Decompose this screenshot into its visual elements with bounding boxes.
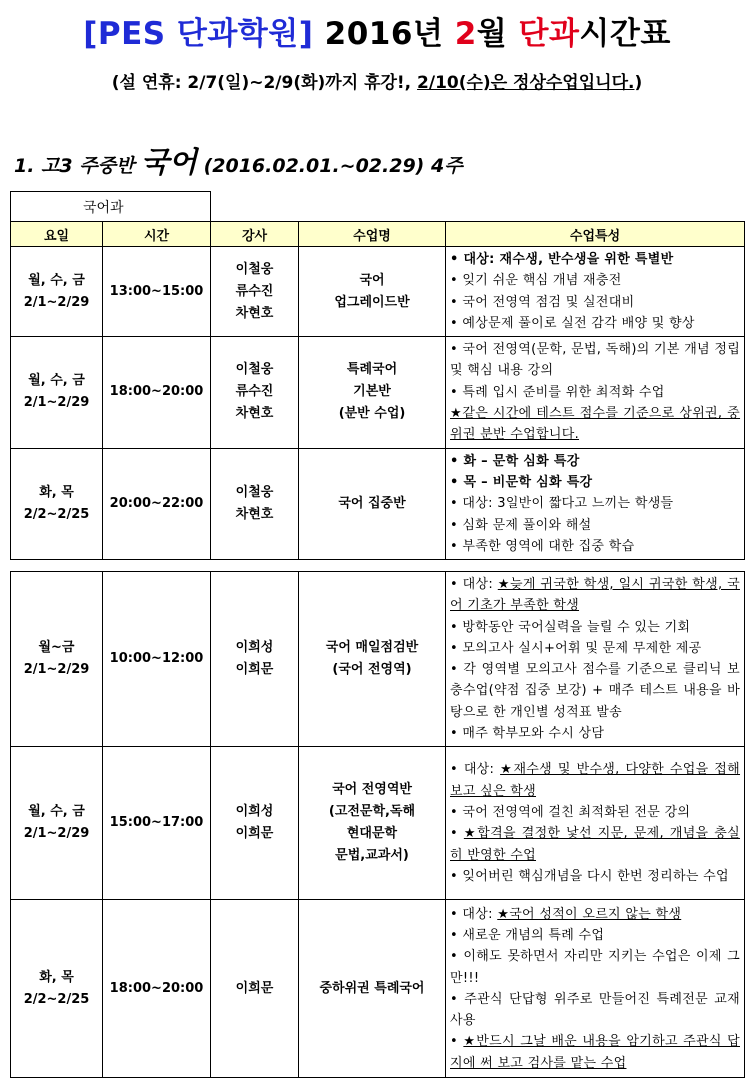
features-cell: • 대상: 재수생, 반수생을 위한 특별반 • 잊기 쉬운 핵심 개념 재충전 • 국어 전영역 점검 및 실전대비 • 예상문제 풀이로 실전 감각 배양 및 향상 <box>446 247 745 337</box>
time-cell: 18:00~20:00 <box>103 900 211 1078</box>
header-time: 시간 <box>103 222 211 247</box>
features-cell: • 대상: ★국어 성적이 오르지 않는 학생 • 새로운 개념의 특례 수업 • 이해도 못하면서 자리만 지키는 수업은 이제 그만!!! • 주관식 단답형 위주로 만들어진 특례전문 교재사용 • ★반드시 그날 배운 내용을 암기하고 주관식 답지에 써 보고 검사를 맡는 수업 <box>446 900 745 1078</box>
table-row <box>11 572 745 747</box>
features-cell: • 화 – 문학 심화 특강 • 목 – 비문학 심화 특강 • 대상: 3일반이 짧다고 느끼는 학생들 • 심화 문제 풀이와 해설 • 부족한 영역에 대한 집중 학습 <box>446 448 745 559</box>
time-cell: 18:00~20:00 <box>103 337 211 448</box>
class-name-cell: 국어 전영역반 (고전문학,독해 현대문학 문법,교과서) <box>299 747 446 900</box>
title-month-suffix: 월 <box>476 16 519 52</box>
teacher-cell: 이희성 이희문 <box>211 747 299 900</box>
teacher-cell: 이철웅 차현호 <box>211 448 299 559</box>
class-name-cell: 국어 매일점검반 (국어 전영역) <box>299 572 446 747</box>
day-cell: 화, 목 2/2~2/25 <box>11 900 103 1078</box>
title-year: 2016년 <box>313 16 455 52</box>
academy-name: [PES 단과학원] <box>83 16 314 52</box>
page-title <box>0 8 754 53</box>
schedule-table-2 <box>10 571 745 1078</box>
notice-resume: 2/10(수)은 정상수업입니다. <box>417 73 635 93</box>
day-cell: 월, 수, 금 2/1~2/29 <box>11 747 103 900</box>
time-cell: 20:00~22:00 <box>103 448 211 559</box>
header-class-name: 수업명 <box>299 222 446 247</box>
title-schedule: 시간표 <box>579 16 671 52</box>
class-name-cell: 중하위권 특례국어 <box>299 900 446 1078</box>
class-name-cell: 국어 집중반 <box>299 448 446 559</box>
class-name-cell: 특례국어 기본반 (분반 수업) <box>299 337 446 448</box>
table-row <box>11 747 745 900</box>
day-cell: 월, 수, 금 2/1~2/29 <box>11 337 103 448</box>
time-cell: 13:00~15:00 <box>103 247 211 337</box>
features-cell: • 국어 전영역(문학, 문법, 독해)의 기본 개념 정립 및 핵심 내용 강의 • 특례 입시 준비를 위한 최적화 수업 ★같은 시간에 테스트 점수를 기준으로 상위권, 중위권 분반 수업합니다. <box>446 337 745 448</box>
title-month-number: 2 <box>454 16 477 52</box>
day-cell: 화, 목 2/2~2/25 <box>11 448 103 559</box>
section-heading <box>14 140 463 181</box>
table-row <box>11 448 745 559</box>
header-day: 요일 <box>11 222 103 247</box>
day-cell: 월~금 2/1~2/29 <box>11 572 103 747</box>
section-range: (2016.02.01.~02.29) 4주 <box>196 155 463 177</box>
teacher-cell: 이희성 이희문 <box>211 572 299 747</box>
notice-holiday: (설 연휴: 2/7(일)~2/9(화)까지 휴강!, <box>111 73 418 93</box>
holiday-notice <box>0 68 754 93</box>
features-cell: • 대상: ★늦게 귀국한 학생, 일시 귀국한 학생, 국어 기초가 부족한 학생 • 방학동안 국어실력을 늘릴 수 있는 기회 • 모의고사 실시+어휘 및 문제 무제한 제공 • 각 영역별 모의고사 점수를 기준으로 클리닉 보충수업(약점 집중 보강) + 매주 테스트 내용을 바탕으로 한 개인별 성적표 발송 • 매주 학부모와 수시 상담 <box>446 572 745 747</box>
time-cell: 15:00~17:00 <box>103 747 211 900</box>
teacher-cell: 이희문 <box>211 900 299 1078</box>
section-prefix: 1. 고3 주중반 <box>14 155 141 177</box>
dept-label: 국어과 <box>11 192 211 222</box>
title-category: 단과 <box>518 16 580 52</box>
table-row <box>11 247 745 337</box>
header-teacher: 강사 <box>211 222 299 247</box>
table-row <box>11 337 745 448</box>
features-cell: • 대상: ★재수생 및 반수생, 다양한 수업을 접해보고 싶은 학생 • 국어 전영역에 걸친 최적화된 전문 강의 • ★합격을 결정한 낯선 지문, 문제, 개념을 충실히 반영한 수업 • 잊어버린 핵심개념을 다시 한번 정리하는 수업 <box>446 747 745 900</box>
day-cell: 월, 수, 금 2/1~2/29 <box>11 247 103 337</box>
table-row <box>11 900 745 1078</box>
section-subject: 국어 <box>140 145 197 179</box>
class-name-cell: 국어 업그레이드반 <box>299 247 446 337</box>
notice-close: ) <box>634 73 643 93</box>
table-header-row <box>11 222 745 247</box>
header-features: 수업특성 <box>446 222 745 247</box>
schedule-table-1 <box>10 191 745 560</box>
teacher-cell: 이철웅 류수진 차현호 <box>211 337 299 448</box>
teacher-cell: 이철웅 류수진 차현호 <box>211 247 299 337</box>
time-cell: 10:00~12:00 <box>103 572 211 747</box>
